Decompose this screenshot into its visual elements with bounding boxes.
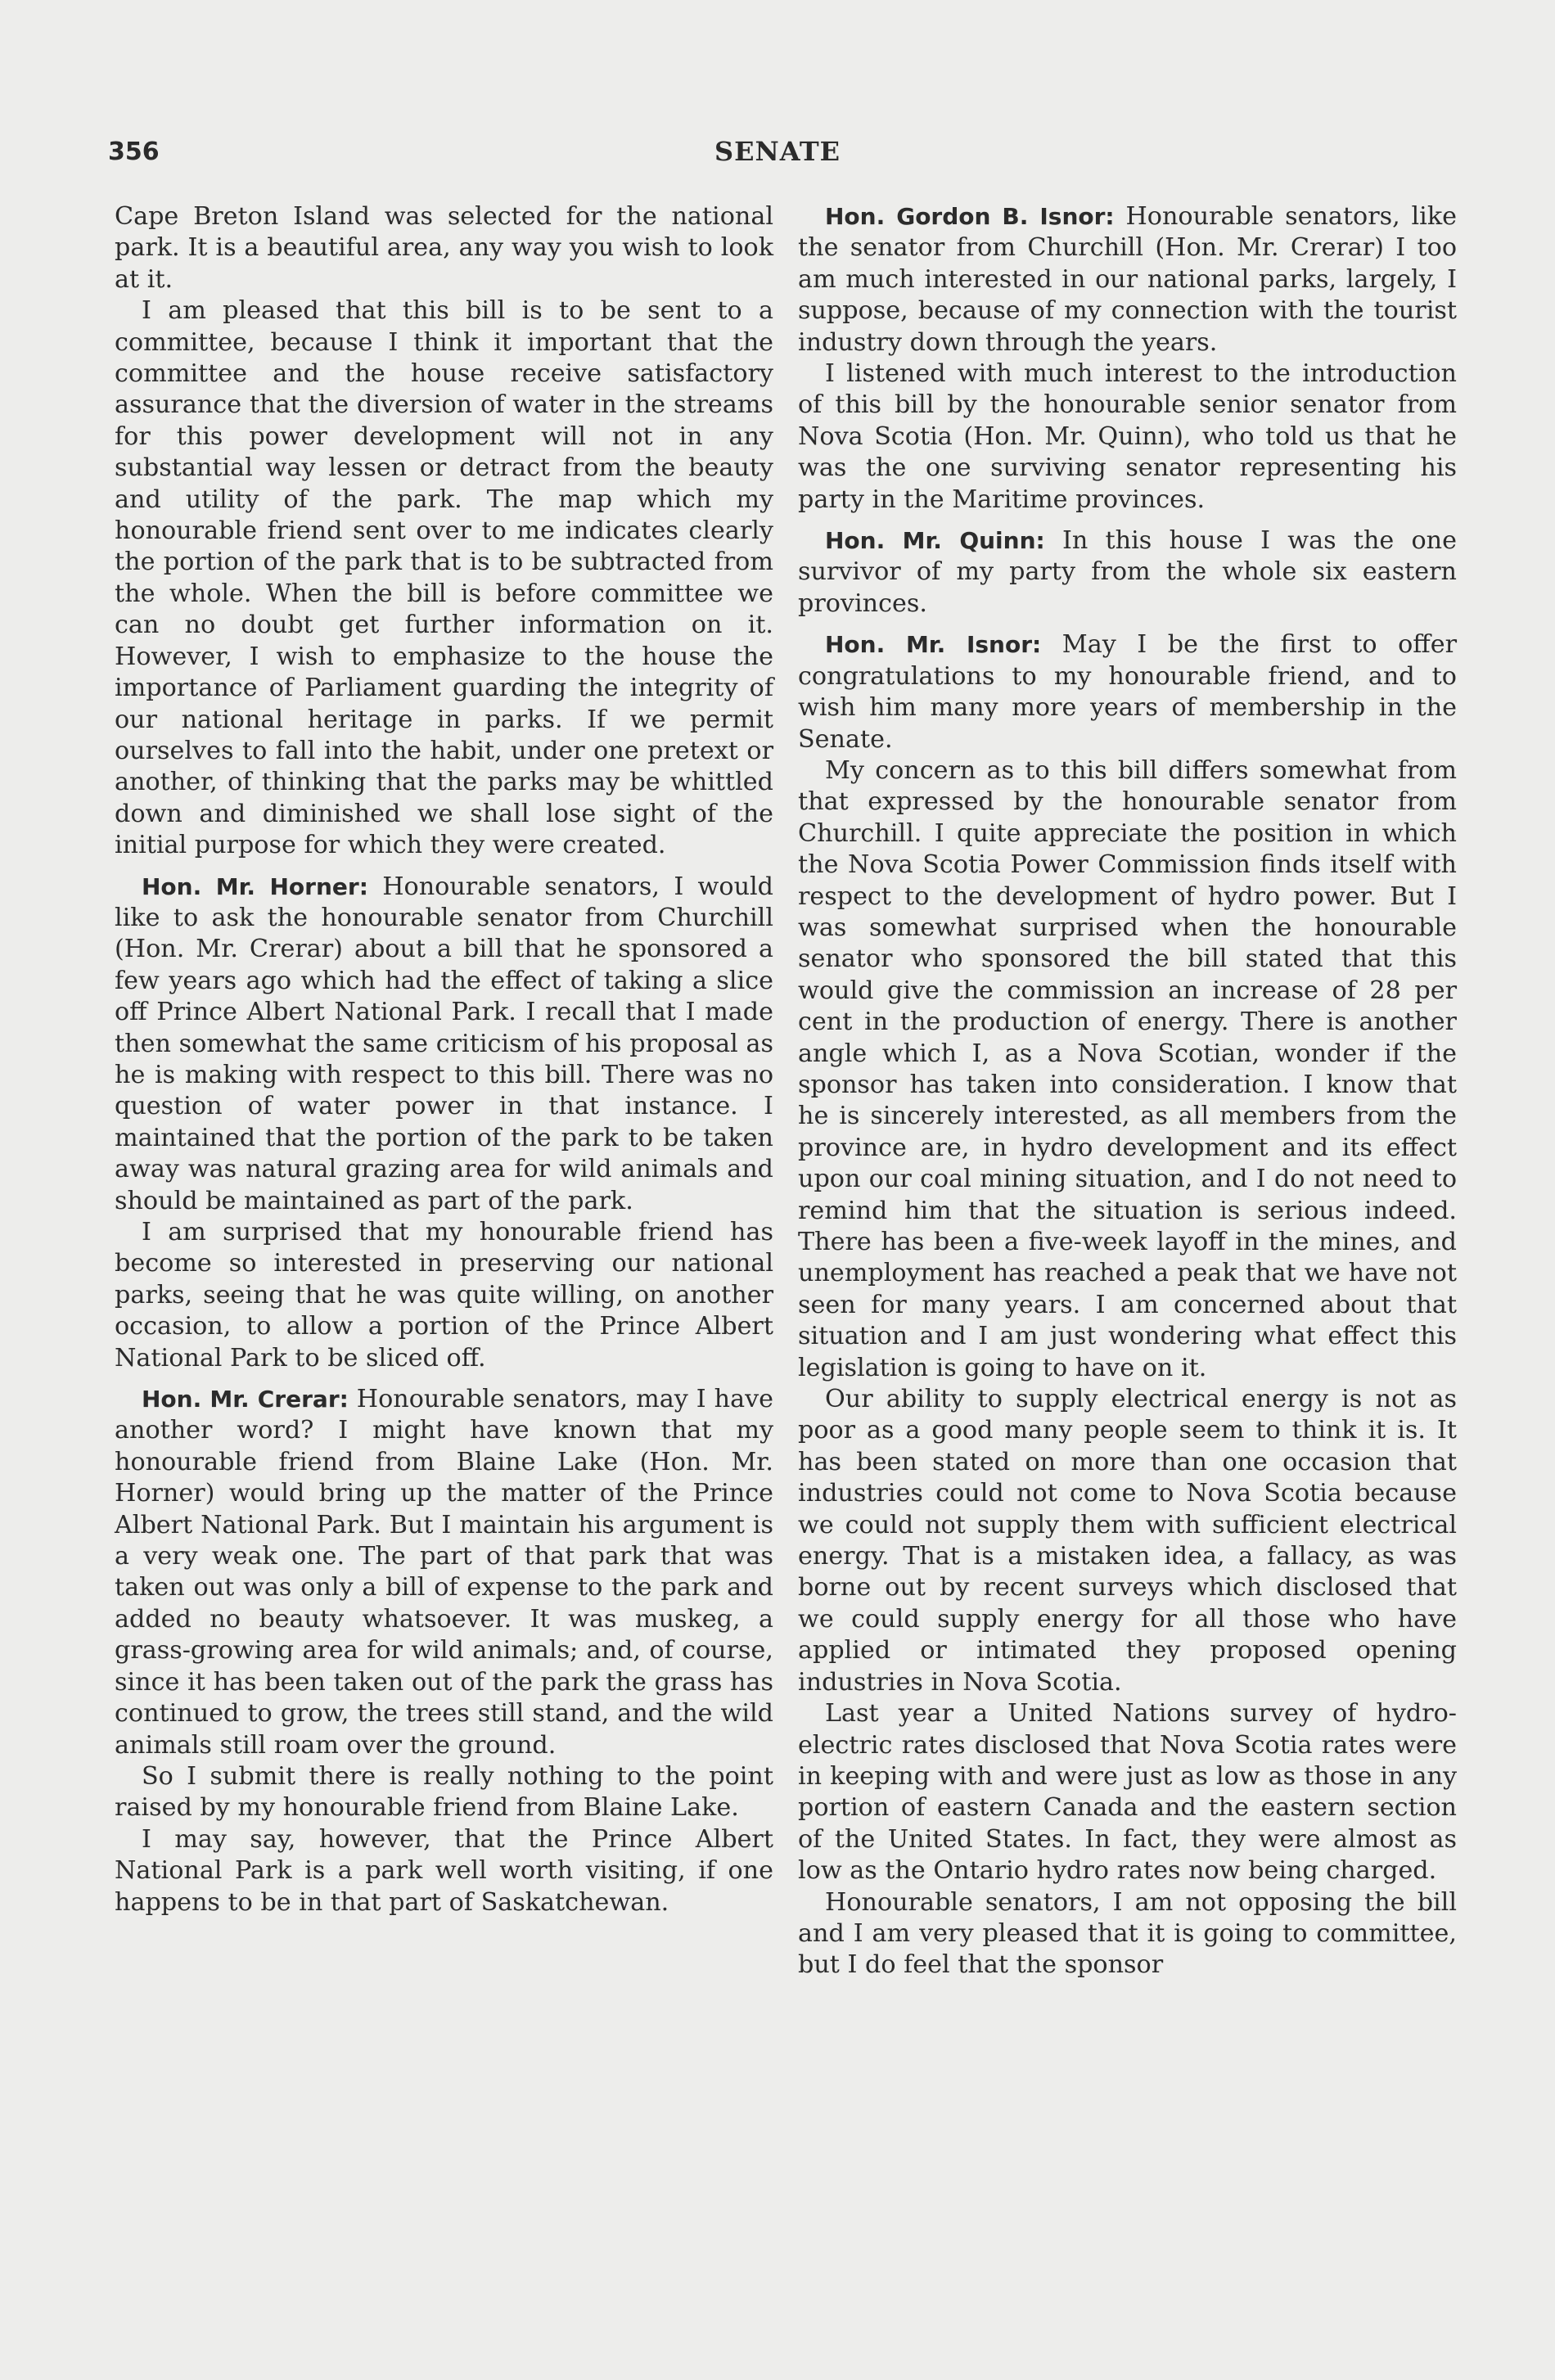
paragraph-text: Honourable senators, I am not opposing the bill and I am very pleased that it is going to committee, but I do feel that the sponsor (798, 1887, 1457, 1980)
paragraph-text: I listened with much interest to the introduction of this bill by the honourable senior senator from Nova Scotia (Hon. Mr. Quinn), who told us that he was the one surviving senator representing his party in the Maritime provinces. (798, 359, 1457, 514)
paragraph-text: I may say, however, that the Prince Albert National Park is a park well worth visiting, if one happens to be in that part of Saskatchewan. (115, 1824, 773, 1917)
paragraph-text: Cape Breton Island was selected for the national park. It is a beautiful area, any way you wish to look at it. (115, 202, 773, 294)
paragraph-text: Our ability to supply electrical energy is not as poor as a good many people seem to think it is. It has been stated on more than one occasion that industries could not come to Nova Scotia because we could not supply them with sufficient electrical energy. That is a mistaken idea, a fallacy, as was borne out by recent surveys which disclosed that we could supply energy for all those who have applied or intimated they proposed opening industries in Nova Scotia. (798, 1385, 1457, 1697)
speaker-name: Hon. Mr. Crerar: (142, 1386, 349, 1413)
paragraph-text: I am surprised that my honourable friend has become so interested in preserving our national parks, seeing that he was quite willing, on another occasion, to allow a portion of the Prince Albert National Park to be sliced off. (115, 1218, 773, 1373)
paragraph (798, 755, 1457, 1384)
paragraph-text: I am pleased that this bill is to be sent to a committee, because I think it important that the committee and the house receive satisfactory assurance that the diversion of water in the streams for this power development will not in any substantial way lessen or detract from the beauty and utility of the park. The map which my honourable friend sent over to me indicates clearly the portion of the park that is to be subtracted from the whole. When the bill is before committee we can no doubt get further information on it. However, I wish to emphasize to the house the importance of Parliament guarding the integrity of our national heritage in parks. If we permit ourselves to fall into the habit, under one pretext or another, of thinking that the parks may be whittled down and diminished we shall lose sight of the initial purpose for which they were created. (115, 296, 773, 860)
speaker-name: Hon. Mr. Quinn: (825, 527, 1045, 555)
paragraph (115, 201, 773, 295)
paragraph-text: In this house I was the one survivor of my party from the whole six eastern provinces. (798, 526, 1457, 618)
paragraph (798, 1384, 1457, 1698)
paragraph-text: May I be the first to offer congratulations to my honourable friend, and to wish him many more years of membership in the Senate. (798, 630, 1457, 754)
speaker-name: Hon. Mr. Isnor: (825, 631, 1042, 659)
paragraph (115, 1217, 773, 1374)
paragraph (798, 358, 1457, 516)
paragraph-text: Honourable senators, may I have another word? I might have known that my honourable friend from Blaine Lake (Hon. Mr. Horner) would bring up the matter of the Prince Albert National Park. But I maintain his argument is a very weak one. The part of that park that was taken out was only a bill of expense to the park and added no beauty whatsoever. It was muskeg, a grass-growing area for wild animals; and, of course, since it has been taken out of the park the grass has continued to grow, the trees still stand, and the wild animals still roam over the ground. (115, 1385, 773, 1760)
paragraph-text: Honourable senators, like the senator from Churchill (Hon. Mr. Crerar) I too am much interested in our national parks, largely, I suppose, because of my connection with the tourist industry down through the years. (798, 202, 1457, 357)
paragraph (115, 1384, 773, 1761)
left-column (115, 201, 773, 1918)
paragraph (798, 629, 1457, 755)
paragraph (115, 1824, 773, 1918)
paragraph (798, 1887, 1457, 1981)
paragraph-text: Last year a United Nations survey of hydro-electric rates disclosed that Nova Scotia rates were in keeping with and were just as low as those in any portion of eastern Canada and the eastern section of the United States. In fact, they were almost as low as the Ontario hydro rates now being charged. (798, 1699, 1457, 1886)
right-column (798, 201, 1457, 1981)
paragraph (798, 201, 1457, 358)
paragraph (115, 295, 773, 861)
running-head: SENATE (714, 136, 841, 167)
page-number: 356 (108, 137, 160, 166)
paragraph-text: So I submit there is really nothing to the point raised by my honourable friend from Blaine Lake. (115, 1761, 773, 1823)
paragraph-text: My concern as to this bill differs somewhat from that expressed by the honourable senator from Churchill. I quite appreciate the position in which the Nova Scotia Power Commission finds itself with respect to the development of hydro power. But I was somewhat surprised when the honourable senator who sponsored the bill stated that this would give the commission an increase of 28 per cent in the production of energy. There is another angle which I, as a Nova Scotian, wonder if the sponsor has taken into consideration. I know that he is sincerely interested, as all members from the province are, in hydro development and its effect upon our coal mining situation, and I do not need to remind him that the situation is serious indeed. There has been a five-week layoff in the mines, and unemployment has reached a peak that we have not seen for many years. I am concerned about that situation and I am just wondering what effect this legislation is going to have on it. (798, 755, 1457, 1382)
paragraph (115, 872, 773, 1217)
paragraph-text: Honourable senators, I would like to ask the honourable senator from Churchill (Hon. Mr. Crerar) about a bill that he sponsored a few years ago which had the effect of taking a slice off Prince Albert National Park. I recall that I made then somewhat the same criticism of his proposal as he is making with respect to this bill. There was no question of water power in that instance. I maintained that the portion of the park to be taken away was natural grazing area for wild animals and should be maintained as part of the park. (115, 872, 773, 1215)
speaker-name: Hon. Mr. Horner: (142, 872, 368, 900)
paragraph (798, 1698, 1457, 1886)
paragraph (115, 1761, 773, 1824)
speaker-name: Hon. Gordon B. Isnor: (825, 203, 1115, 230)
paragraph (798, 525, 1457, 620)
